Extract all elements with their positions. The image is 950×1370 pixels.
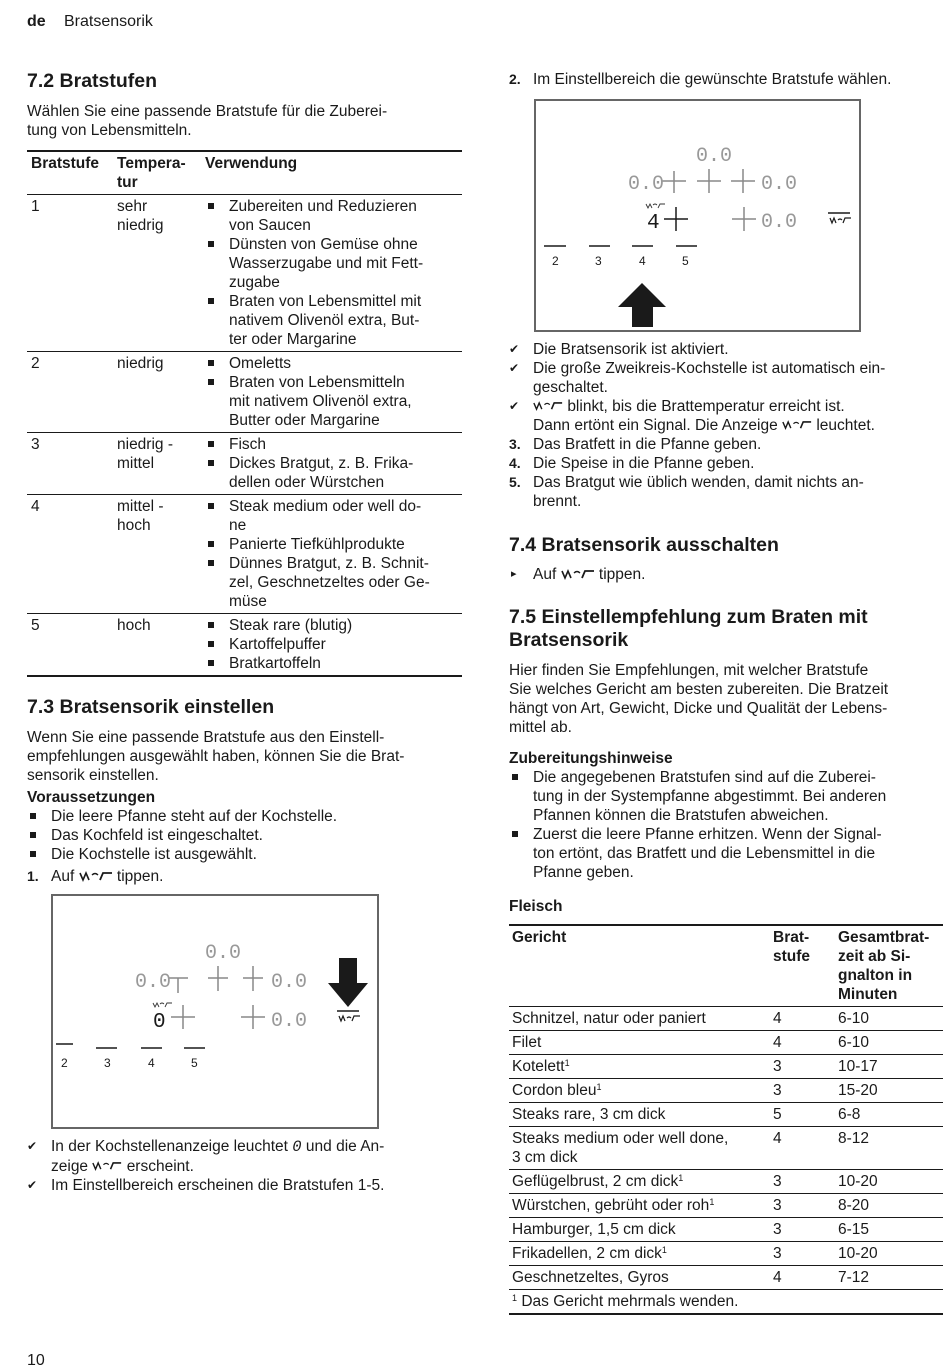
intro-line: Wenn Sie eine passende Bratstufe aus den Einstell- xyxy=(27,729,385,746)
usage-line: Panierte Tiefkühlprodukte xyxy=(229,536,405,553)
header-line: stufe xyxy=(773,948,811,965)
level-cell: 3 xyxy=(773,1058,782,1075)
step-2 xyxy=(509,70,943,89)
table-row xyxy=(509,1031,943,1055)
usage-line: von Saucen xyxy=(229,217,311,234)
list-item xyxy=(205,197,462,235)
table-row xyxy=(509,1218,943,1242)
time-cell: 15-20 xyxy=(838,1082,878,1099)
result-text: Dann ertönt ein Signal. Die Anzeige xyxy=(533,417,778,434)
time-cell: 10-20 xyxy=(838,1245,878,1262)
header-line: Brat- xyxy=(773,929,810,946)
result-item xyxy=(509,359,943,397)
section-heading-7-2: 7.2 Bratstufen xyxy=(27,70,158,92)
step-text: Auf xyxy=(51,868,75,885)
usage-list xyxy=(205,497,462,611)
usage-cell xyxy=(201,352,462,433)
display-zero-glyph: 0 xyxy=(292,1138,302,1156)
dish-line: Steaks rare, 3 cm dick xyxy=(512,1106,666,1123)
list-item xyxy=(205,373,462,430)
step-number: 5. xyxy=(509,474,521,490)
frying-sensor-key-icon xyxy=(830,218,851,223)
cooktop-display-panel-1 xyxy=(51,894,379,1129)
usage-line: Kartoffelpuffer xyxy=(229,636,326,653)
usage-line: nativem Olivenöl extra, But- xyxy=(229,312,420,329)
header-line: gnalton in xyxy=(838,967,913,984)
result-item xyxy=(27,1137,462,1176)
display-right: 0.0 xyxy=(761,173,798,196)
temperature-cell xyxy=(113,195,201,352)
dish-cell xyxy=(509,1266,770,1290)
frying-sensor-icon xyxy=(92,1160,122,1173)
usage-line: Fisch xyxy=(229,436,267,453)
usage-list xyxy=(205,435,462,492)
usage-line: Butter oder Margarine xyxy=(229,412,380,429)
bratstufe-cell: 5 xyxy=(31,617,40,634)
meat-title: Fleisch xyxy=(509,898,563,915)
step-text: Das Bratfett in die Pfanne geben. xyxy=(533,436,762,453)
result-item xyxy=(509,397,943,435)
level-label: 2 xyxy=(552,254,559,268)
footnote-mark: 1 xyxy=(512,1293,518,1303)
level-cell: 5 xyxy=(773,1106,782,1123)
temperature-cell xyxy=(113,352,201,433)
footnote-mark: 1 xyxy=(661,1245,667,1255)
section-heading-7-5 xyxy=(509,606,943,652)
usage-line: Dünsten von Gemüse ohne xyxy=(229,236,418,253)
display-left: 0.0 xyxy=(135,971,172,994)
intro-line: Sie welches Gericht am besten zubereiten. Die Bratzeit xyxy=(509,681,889,698)
language-code: de xyxy=(27,13,46,30)
table-row xyxy=(509,1242,943,1266)
usage-line: Zubereiten und Reduzieren xyxy=(229,198,417,215)
table-row xyxy=(27,495,462,614)
time-cell: 8-12 xyxy=(838,1130,870,1147)
level-cell: 4 xyxy=(773,1034,782,1051)
time-cell: 10-17 xyxy=(838,1058,878,1075)
result-text: geschaltet. xyxy=(533,379,608,396)
dish-line: 3 cm dick xyxy=(512,1149,578,1166)
header-dish: Gericht xyxy=(512,929,567,946)
dish-line: Kotelett xyxy=(512,1058,565,1075)
usage-line: Steak rare (blutig) xyxy=(229,617,353,634)
usage-list xyxy=(205,197,462,349)
intro-line: hängt von Art, Gewicht, Dicke und Qualität der Lebens- xyxy=(509,700,888,717)
bratstufe-cell: 3 xyxy=(31,436,40,453)
section-heading-7-3: 7.3 Bratsensorik einstellen xyxy=(27,696,275,718)
usage-line: mit nativem Olivenöl extra, xyxy=(229,393,412,410)
footnote xyxy=(509,1290,943,1315)
dish-cell xyxy=(509,1079,770,1103)
frying-sensor-icon xyxy=(561,568,595,582)
table-row xyxy=(509,1103,943,1127)
step-list xyxy=(27,867,462,886)
display-right-2: 0.0 xyxy=(271,1010,308,1033)
intro-line: Wählen Sie eine passende Bratstufe für die Zuberei- xyxy=(27,103,388,120)
usage-line: müse xyxy=(229,593,267,610)
display-selected: 0 xyxy=(153,1011,166,1034)
temperature-line: hoch xyxy=(117,617,151,634)
frying-sensor-icon xyxy=(533,400,563,413)
step-list xyxy=(509,70,943,89)
header-temperatur xyxy=(113,151,201,195)
list-item xyxy=(205,554,462,611)
table-row xyxy=(27,614,462,677)
level-cell: 3 xyxy=(773,1082,782,1099)
header-line: zeit ab Si- xyxy=(838,948,911,965)
usage-line: Braten von Lebensmittel mit xyxy=(229,293,422,310)
table-row xyxy=(27,433,462,495)
header-time xyxy=(835,925,943,1007)
result-list xyxy=(27,1137,462,1195)
list-item: Die Kochstelle ist ausgewählt. xyxy=(27,845,462,864)
temperature-line: niedrig xyxy=(117,355,164,372)
level-cell: 3 xyxy=(773,1221,782,1238)
step-5 xyxy=(509,473,943,511)
hint-line: Zuerst die leere Pfanne erhitzen. Wenn der Signal- xyxy=(533,826,882,843)
header-bratstufe: Bratstufe xyxy=(31,155,100,172)
result-text: In der Kochstellenanzeige leuchtet xyxy=(51,1138,288,1155)
table-row xyxy=(509,1079,943,1103)
usage-line: Bratkartoffeln xyxy=(229,655,321,672)
section-heading-7-4: 7.4 Bratsensorik ausschalten xyxy=(509,534,779,556)
usage-line: Omeletts xyxy=(229,355,292,372)
footnote-row xyxy=(509,1290,943,1315)
usage-line: Dickes Bratgut, z. B. Frika- xyxy=(229,455,414,472)
temperature-line: niedrig - xyxy=(117,436,173,453)
cooktop-display-panel-2 xyxy=(534,99,861,332)
time-cell: 7-12 xyxy=(838,1269,870,1286)
dish-cell xyxy=(509,1127,770,1170)
table-row xyxy=(509,1266,943,1290)
usage-line: ter oder Margarine xyxy=(229,331,357,348)
list-item xyxy=(205,454,462,492)
bratstufe-cell: 4 xyxy=(31,498,40,515)
step-number: 2. xyxy=(509,71,521,87)
footnote-mark: 1 xyxy=(564,1058,570,1068)
time-cell: 6-8 xyxy=(838,1106,861,1123)
dish-cell xyxy=(509,1218,770,1242)
usage-line: zel, Geschnetzeltes oder Ge- xyxy=(229,574,430,591)
result-item: ✔ Die Bratsensorik ist aktiviert. xyxy=(509,340,943,359)
time-cell: 6-10 xyxy=(838,1034,870,1051)
dish-cell xyxy=(509,1031,770,1055)
list-item xyxy=(509,768,943,825)
temperature-line: sehr xyxy=(117,198,148,215)
step-text: tippen. xyxy=(116,868,164,885)
dish-cell xyxy=(509,1055,770,1079)
result-text: erscheint. xyxy=(126,1158,194,1175)
dish-cell xyxy=(509,1242,770,1266)
usage-line: zugabe xyxy=(229,274,280,291)
table-row xyxy=(509,1055,943,1079)
heading-line: 7.5 Einstellempfehlung zum Braten mit xyxy=(509,606,868,628)
level-cell: 4 xyxy=(773,1269,782,1286)
bratstufe-cell: 2 xyxy=(31,355,40,372)
section-intro xyxy=(27,728,462,785)
dish-cell xyxy=(509,1007,770,1031)
frying-sensor-icon xyxy=(782,419,812,432)
time-cell: 6-10 xyxy=(838,1010,870,1027)
header-temp-line: tur xyxy=(117,174,138,191)
prerequisites-title: Voraussetzungen xyxy=(27,789,156,806)
frying-sensor-icon xyxy=(79,870,113,884)
display-selected: 4 xyxy=(647,212,660,235)
time-cell: 6-15 xyxy=(838,1221,870,1238)
footnote-mark: 1 xyxy=(678,1173,684,1183)
list-item xyxy=(205,616,462,635)
list-item xyxy=(205,435,462,454)
list-item xyxy=(205,354,462,373)
heading-line: Bratsensorik xyxy=(509,629,629,651)
intro-line: sensorik einstellen. xyxy=(27,767,159,784)
level-cell: 3 xyxy=(773,1197,782,1214)
level-cell: 3 xyxy=(773,1173,782,1190)
frying-sensor-key-icon xyxy=(339,1016,360,1021)
list-item: Das Kochfeld ist eingeschaltet. xyxy=(27,826,462,845)
list-item xyxy=(205,292,462,349)
result-item: ✔ Im Einstellbereich erscheinen die Bratstufen 1-5. xyxy=(27,1176,462,1195)
step-action xyxy=(509,565,943,584)
list-item xyxy=(205,654,462,673)
step-text: tippen. xyxy=(598,566,646,583)
result-text: zeige xyxy=(51,1158,89,1175)
step-number: 3. xyxy=(509,436,521,452)
step-text: brennt. xyxy=(533,493,582,510)
hints-title: Zubereitungshinweise xyxy=(509,750,673,767)
hints-list xyxy=(509,768,943,882)
small-frying-icon xyxy=(646,204,665,208)
display-left: 0.0 xyxy=(628,173,665,196)
usage-list xyxy=(205,616,462,673)
table-row xyxy=(509,1194,943,1218)
temperature-line: mittel - xyxy=(117,498,164,515)
step-3 xyxy=(509,435,943,454)
usage-line: Dünnes Bratgut, z. B. Schnit- xyxy=(229,555,429,572)
hint-line: Die angegebenen Bratstufen sind auf die Zuberei- xyxy=(533,769,876,786)
usage-line: Wasserzugabe und mit Fett- xyxy=(229,255,424,272)
level-label: 4 xyxy=(639,254,646,268)
section-intro xyxy=(509,661,943,737)
down-arrow-icon xyxy=(328,958,368,1007)
temperature-cell xyxy=(113,495,201,614)
page-number: 10 xyxy=(27,1352,45,1369)
level-label: 3 xyxy=(595,254,602,268)
list-item xyxy=(205,635,462,654)
level-label: 3 xyxy=(104,1056,111,1070)
step-text: Im Einstellbereich die gewünschte Bratstufe wählen. xyxy=(533,71,892,88)
usage-cell xyxy=(201,195,462,352)
list-item xyxy=(205,535,462,554)
dish-line: Hamburger, 1,5 cm dick xyxy=(512,1221,676,1238)
temperature-cell xyxy=(113,433,201,495)
header-title: Bratsensorik xyxy=(64,13,153,30)
temperature-cell xyxy=(113,614,201,677)
usage-line: Steak medium oder well do- xyxy=(229,498,422,515)
dish-line: Frikadellen, 2 cm dick xyxy=(512,1245,662,1262)
step-list xyxy=(509,565,943,584)
result-text: blinkt, bis die Brattemperatur erreicht ist. xyxy=(567,398,845,415)
level-label: 4 xyxy=(148,1056,155,1070)
level-label: 5 xyxy=(682,254,689,268)
dish-line: Geflügelbrust, 2 cm dick xyxy=(512,1173,679,1190)
right-column xyxy=(509,70,943,1315)
intro-line: tung von Lebensmitteln. xyxy=(27,122,192,139)
hint-line: ton ertönt, das Bratfett und die Lebensmittel in die xyxy=(533,845,876,862)
header-temp-line: Tempera- xyxy=(117,155,186,172)
cooktop-display-diagram xyxy=(536,101,859,330)
dish-line: Cordon bleu xyxy=(512,1082,597,1099)
section-intro xyxy=(27,102,462,140)
dish-cell xyxy=(509,1194,770,1218)
dish-line: Filet xyxy=(512,1034,542,1051)
display-right-2: 0.0 xyxy=(761,211,798,234)
list-item xyxy=(205,497,462,535)
step-number: 1. xyxy=(27,868,39,884)
table-row xyxy=(509,1170,943,1194)
step-number: 4. xyxy=(509,455,521,471)
step-list xyxy=(509,435,943,511)
usage-line: ne xyxy=(229,517,247,534)
table-row xyxy=(27,195,462,352)
step-text: Die Speise in die Pfanne geben. xyxy=(533,455,755,472)
table-row xyxy=(509,1007,943,1031)
display-top: 0.0 xyxy=(696,145,733,168)
usage-cell xyxy=(201,495,462,614)
dish-line: Geschnetzeltes, Gyros xyxy=(512,1269,669,1286)
meat-table xyxy=(509,924,943,1315)
level-cell: 4 xyxy=(773,1130,782,1147)
left-column xyxy=(27,70,462,1195)
step-text: Das Bratgut wie üblich wenden, damit nichts an- xyxy=(533,474,864,491)
display-top: 0.0 xyxy=(205,942,242,965)
dish-line: Schnitzel, natur oder paniert xyxy=(512,1010,706,1027)
bratstufen-table xyxy=(27,150,462,677)
triangle-bullet-icon: ▸ xyxy=(511,568,517,580)
up-arrow-icon xyxy=(618,283,666,327)
dish-line: Steaks medium oder well done, xyxy=(512,1130,729,1147)
result-text: Die große Zweikreis-Kochstelle ist automatisch ein- xyxy=(533,360,886,377)
hint-line: tung in der Systempfanne abgestimmt. Bei anderen xyxy=(533,788,887,805)
footnote-mark: 1 xyxy=(709,1197,715,1207)
prerequisites-list xyxy=(27,807,462,864)
temperature-line: hoch xyxy=(117,517,151,534)
list-item xyxy=(205,235,462,292)
usage-line: dellen oder Würstchen xyxy=(229,474,385,491)
step-4 xyxy=(509,454,943,473)
dish-cell xyxy=(509,1103,770,1127)
level-cell: 3 xyxy=(773,1245,782,1262)
bratstufe-cell: 1 xyxy=(31,198,40,215)
header-level xyxy=(770,925,835,1007)
usage-list xyxy=(205,354,462,430)
hint-line: Pfanne geben. xyxy=(533,864,634,881)
level-label: 5 xyxy=(191,1056,198,1070)
hint-line: Pfannen können die Bratstufen abweichen. xyxy=(533,807,829,824)
list-item: Die leere Pfanne steht auf der Kochstelle. xyxy=(27,807,462,826)
display-right: 0.0 xyxy=(271,971,308,994)
dish-line: Würstchen, gebrüht oder roh xyxy=(512,1197,710,1214)
step-text: Auf xyxy=(533,566,557,583)
level-cell: 4 xyxy=(773,1010,782,1027)
header-line: Minuten xyxy=(838,986,898,1003)
dish-cell xyxy=(509,1170,770,1194)
temperature-line: mittel xyxy=(117,455,155,472)
table-row xyxy=(27,352,462,433)
usage-cell xyxy=(201,433,462,495)
header-verwendung: Verwendung xyxy=(205,155,298,172)
header-line: Gesamtbrat- xyxy=(838,929,930,946)
small-frying-icon xyxy=(153,1003,172,1007)
result-list xyxy=(509,340,943,435)
intro-line: mittel ab. xyxy=(509,719,572,736)
time-cell: 8-20 xyxy=(838,1197,870,1214)
usage-cell xyxy=(201,614,462,677)
list-item xyxy=(509,825,943,882)
level-label: 2 xyxy=(61,1056,68,1070)
footnote-mark: 1 xyxy=(596,1082,602,1092)
result-text: leuchtet. xyxy=(816,417,875,434)
result-text: und die An- xyxy=(305,1138,385,1155)
table-header-row xyxy=(509,925,943,1007)
intro-line: empfehlungen ausgewählt haben, können Sie die Brat- xyxy=(27,748,405,765)
temperature-line: niedrig xyxy=(117,217,164,234)
table-row xyxy=(509,1127,943,1170)
cooktop-display-diagram xyxy=(53,896,377,1127)
usage-line: Braten von Lebensmitteln xyxy=(229,374,405,391)
table-header-row xyxy=(27,151,462,195)
step-1 xyxy=(27,867,462,886)
intro-line: Hier finden Sie Empfehlungen, mit welcher Bratstufe xyxy=(509,662,869,679)
time-cell: 10-20 xyxy=(838,1173,878,1190)
footnote-text: Das Gericht mehrmals wenden. xyxy=(521,1293,739,1310)
